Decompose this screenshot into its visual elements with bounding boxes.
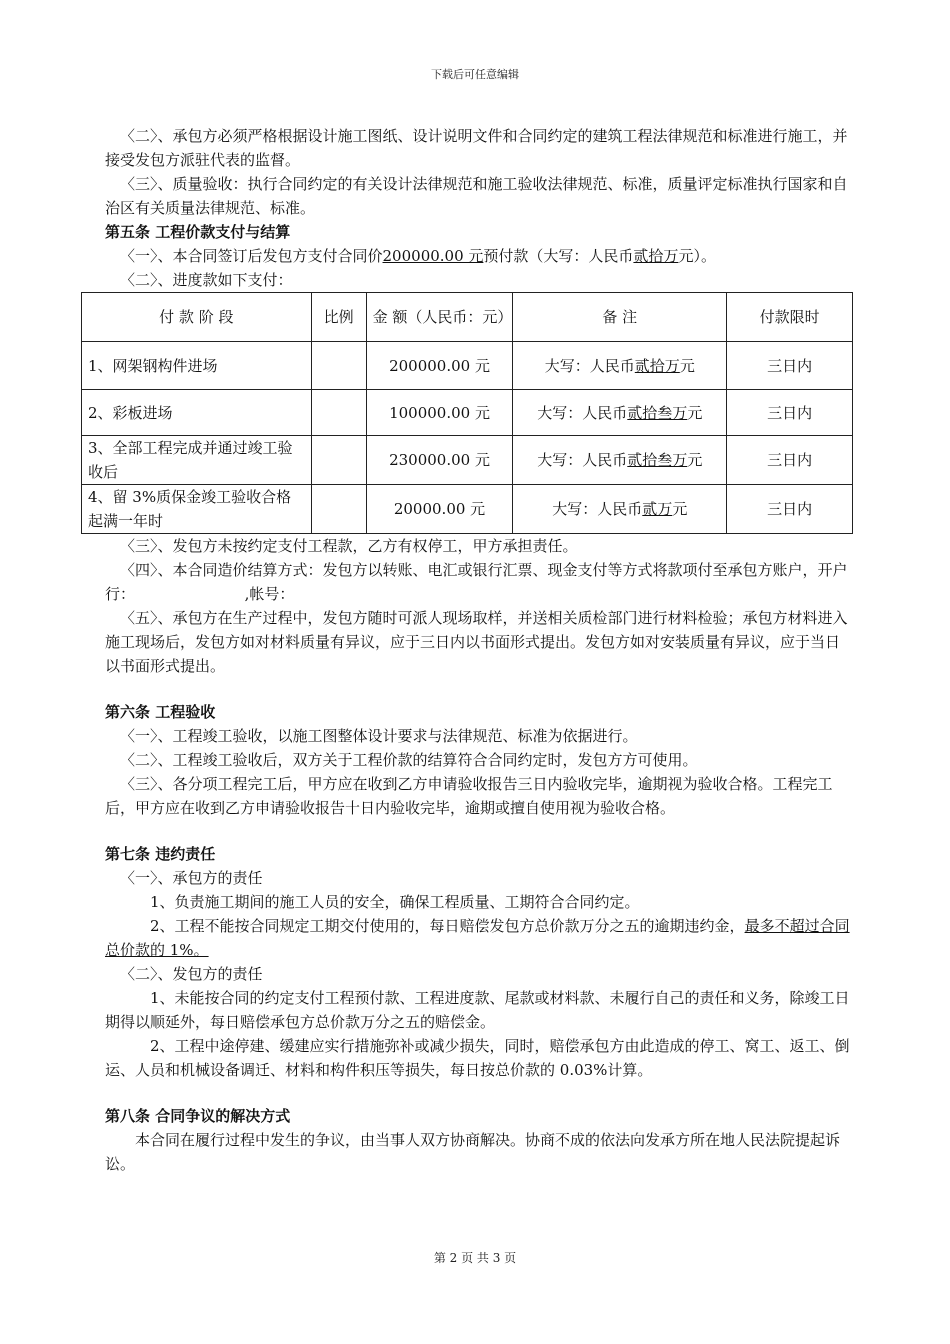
section-7-b2: 2、工程中途停建、缓建应实行措施弥补或减少损失，同时，赔偿承包方由此造成的停工、窝工、返工、倒运、人员和机械设备调迁、材料和构件积压等损失，每日按总价款的 0.03%计算。	[105, 1037, 850, 1079]
cell-limit: 三日内	[727, 390, 853, 436]
section-6-p3: 〈三〉、各分项工程完工后，甲方应在收到乙方申请验收报告三日内验收完毕，逾期视为验收合格。工程完工后，甲方应在收到乙方申请验收报告十日内验收完毕，逾期或擅自使用视为验收合格。	[105, 775, 833, 817]
cell-limit: 三日内	[727, 342, 853, 390]
section-6-title: 第六条 工程验收	[105, 703, 216, 721]
cell-stage: 2、彩板进场	[82, 390, 312, 436]
section-7-b1: 1、未能按合同的约定支付工程预付款、工程进度款、尾款或材料款、未履行自己的责任和义务，除竣工日期得以顺延外，每日赔偿承包方总价款万分之五的赔偿金。	[105, 989, 850, 1031]
cell-limit: 三日内	[727, 485, 853, 534]
section-5-title: 第五条 工程价款支付与结算	[105, 223, 291, 241]
page-header: 下载后可任意编辑	[431, 68, 519, 81]
cell-stage: 3、全部工程完成并通过竣工验收后	[82, 436, 312, 485]
table-header-row	[82, 293, 853, 342]
col-header-amount: 金 额（人民币：元）	[366, 293, 513, 342]
paragraph-2-3: 〈三〉、质量验收：执行合同约定的有关设计法律规范和施工验收法律规范、标准，质量评定标准执行国家和自治区有关质量法律规范、标准。	[105, 175, 848, 217]
section-5-p5: 〈五〉、承包方在生产过程中，发包方随时可派人现场取样，并送相关质检部门进行材料检验；承包方材料进入施工现场后，发包方如对材料质量有异议，应于三日内以书面形式提出。发包方如对安装质量有异议，应于当日以书面形式提出。	[105, 609, 848, 675]
section-7-a: 〈一〉、承包方的责任	[120, 869, 263, 887]
cell-ratio	[311, 342, 366, 390]
section-7-title: 第七条 违约责任	[105, 845, 216, 863]
cell-amount: 20000.00 元	[366, 485, 513, 534]
cell-note: 大写：人民币贰万元	[513, 485, 727, 534]
col-header-stage: 付 款 阶 段	[82, 293, 312, 342]
payment-table	[81, 292, 853, 534]
cell-ratio	[311, 390, 366, 436]
section-8-title: 第八条 合同争议的解决方式	[105, 1107, 291, 1125]
cell-stage: 1、网架钢构件进场	[82, 342, 312, 390]
section-7-a2: 2、工程不能按合同规定工期交付使用的，每日赔偿发包方总价款万分之五的逾期违约金，最多不超过合同总价款的 1%。	[105, 917, 850, 959]
table-row	[82, 342, 853, 390]
section-5-p1: 〈一〉、本合同签订后发包方支付合同价200000.00 元预付款（大写：人民币贰拾万元）。	[120, 247, 716, 265]
section-8-p1: 本合同在履行过程中发生的争议，由当事人双方协商解决。协商不成的依法向发承方所在地人民法院提起诉讼。	[105, 1131, 841, 1173]
section-7-b: 〈二〉、发包方的责任	[120, 965, 263, 983]
section-7-a1: 1、负责施工期间的施工人员的安全，确保工程质量、工期符合合同约定。	[150, 893, 640, 911]
table-row	[82, 485, 853, 534]
table-row	[82, 390, 853, 436]
section-5-p2: 〈二〉、进度款如下支付：	[120, 271, 293, 289]
cell-note: 大写：人民币贰拾叁万元	[513, 436, 727, 485]
cell-limit: 三日内	[727, 436, 853, 485]
cell-ratio	[311, 436, 366, 485]
table-row	[82, 436, 853, 485]
cell-note: 大写：人民币贰拾万元	[513, 342, 727, 390]
cell-amount: 100000.00 元	[366, 390, 513, 436]
page-footer: 第 2 页 共 3 页	[433, 1251, 517, 1265]
col-header-note: 备 注	[513, 293, 727, 342]
cell-ratio	[311, 485, 366, 534]
cell-note: 大写：人民币贰拾叁万元	[513, 390, 727, 436]
cell-stage: 4、留 3%质保金竣工验收合格起满一年时	[82, 485, 312, 534]
cell-amount: 200000.00 元	[366, 342, 513, 390]
section-5-p3: 〈三〉、发包方未按约定支付工程款，乙方有权停工，甲方承担责任。	[120, 537, 578, 555]
col-header-limit: 付款限时	[727, 293, 853, 342]
document-body	[88, 124, 850, 1176]
col-header-ratio: 比例	[311, 293, 366, 342]
cell-amount: 230000.00 元	[366, 436, 513, 485]
section-6-p2: 〈二〉、工程竣工验收后，双方关于工程价款的结算符合合同约定时，发包方方可使用。	[120, 751, 698, 769]
section-6-p1: 〈一〉、工程竣工验收，以施工图整体设计要求与法律规范、标准为依据进行。	[120, 727, 638, 745]
section-5-p4: 〈四〉、本合同造价结算方式：发包方以转账、电汇或银行汇票、现金支付等方式将款项付至承包方账户，开户行： ,帐号：	[105, 561, 848, 603]
paragraph-2-2: 〈二〉、承包方必须严格根据设计施工图纸、设计说明文件和合同约定的建筑工程法律规范和标准进行施工，并接受发包方派驻代表的监督。	[105, 127, 848, 169]
